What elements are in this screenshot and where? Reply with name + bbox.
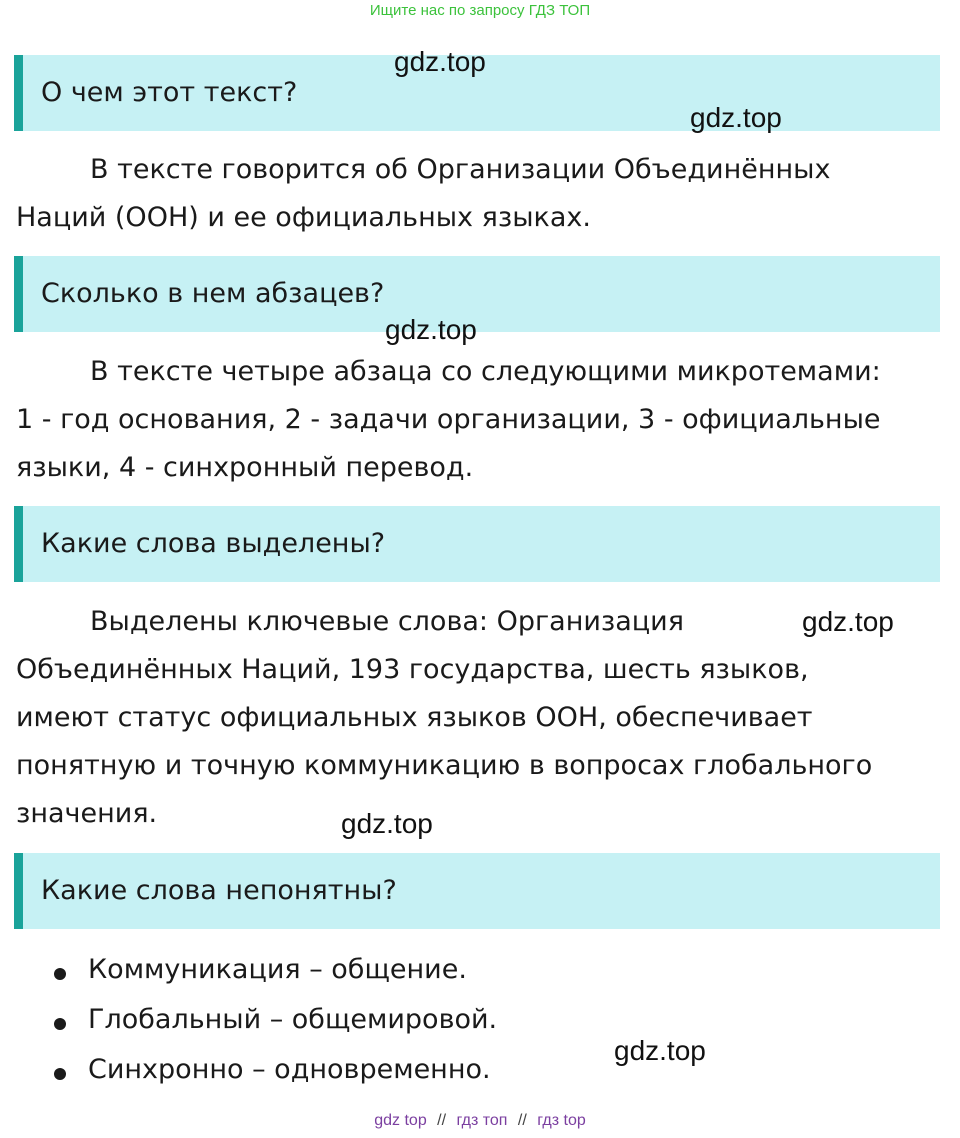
watermark: gdz.top [341, 808, 433, 839]
answer-3-line: понятную и точную коммуникацию в вопросах глобального [16, 750, 873, 781]
footer-link-1[interactable]: gdz top [374, 1112, 427, 1129]
answer-1-line: В тексте говорится об Организации Объединённых [90, 154, 831, 185]
answer-3-line: Объединённых Наций, 193 государства, шесть языков, [16, 654, 809, 685]
list-item-text: Глобальный – общемировой. [88, 1004, 498, 1035]
bullet-icon [54, 1068, 66, 1080]
watermark: gdz.top [802, 606, 894, 637]
answer-2-line: языки, 4 - синхронный перевод. [16, 452, 474, 483]
question-1: О чем этот текст? [41, 77, 298, 108]
watermark: gdz.top [394, 46, 486, 77]
question-2: Сколько в нем абзацев? [41, 278, 385, 309]
question-4: Какие слова непонятны? [41, 875, 397, 906]
answer-3-line: Выделены ключевые слова: Организация [90, 606, 684, 637]
footer-link-3[interactable]: гдз top [537, 1112, 586, 1129]
bullet-icon [54, 968, 66, 980]
watermark: gdz.top [614, 1035, 706, 1066]
bullet-icon [54, 1018, 66, 1030]
question-3: Какие слова выделены? [41, 528, 386, 559]
footer-separator: // [437, 1112, 447, 1129]
footer [0, 1112, 960, 1130]
answer-2 [16, 348, 946, 492]
question-bar-4 [14, 853, 940, 929]
footer-link-2[interactable]: гдз топ [456, 1112, 508, 1129]
watermark: gdz.top [690, 102, 782, 133]
question-bar-2 [14, 256, 940, 332]
list-item-text: Коммуникация – общение. [88, 954, 467, 985]
answer-2-line: 1 - год основания, 2 - задачи организации, 3 - официальные [16, 404, 881, 435]
watermark: gdz.top [385, 314, 477, 345]
answer-2-line: В тексте четыре абзаца со следующими микротемами: [90, 356, 881, 387]
footer-separator: // [517, 1112, 527, 1129]
answer-1-line: Наций (ООН) и ее официальных языках. [16, 202, 591, 233]
answer-3-line: имеют статус официальных языков ООН, обеспечивает [16, 702, 813, 733]
top-banner[interactable]: Ищите нас по запросу ГДЗ ТОП [369, 2, 591, 19]
list-item-text: Синхронно – одновременно. [88, 1054, 491, 1085]
answer-1 [16, 146, 946, 242]
question-bar-3 [14, 506, 940, 582]
answer-3-line: значения. [16, 798, 158, 829]
